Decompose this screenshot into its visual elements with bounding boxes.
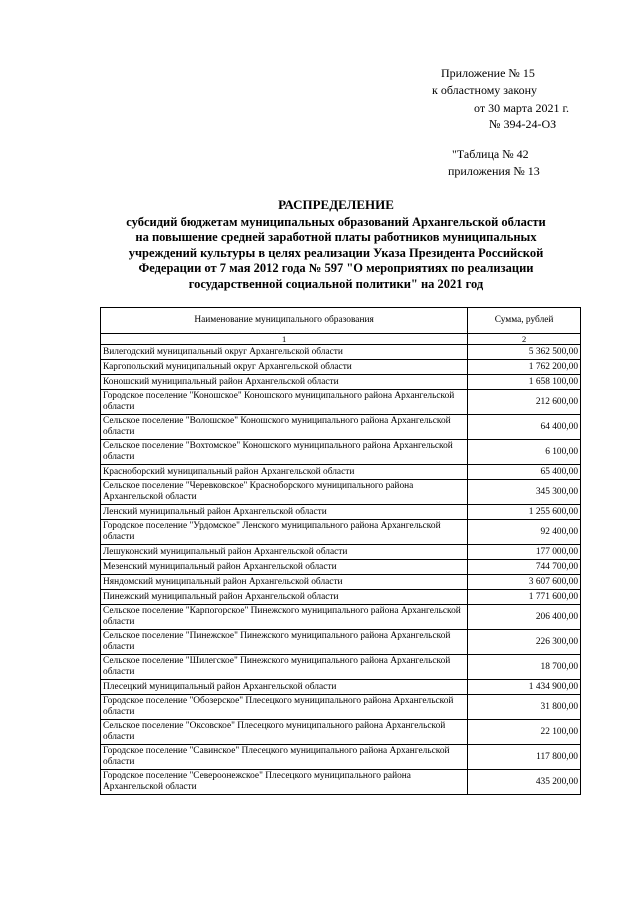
table-row — [101, 520, 581, 545]
row-name: Плесецкий муниципальный район Архангельской области — [101, 680, 468, 695]
title-line: на повышение средней заработной платы работников муниципальных — [135, 230, 537, 244]
row-amount: 22 100,00 — [468, 720, 581, 745]
row-name: Лешуконский муниципальный район Архангельской области — [101, 545, 468, 560]
column-number: 2 — [468, 334, 581, 345]
row-name: Сельское поселение "Вохтомское" Коношского муниципального района Архангельской области — [101, 440, 468, 465]
row-name: Коношский муниципальный район Архангельской области — [101, 375, 468, 390]
row-amount: 64 400,00 — [468, 415, 581, 440]
row-amount: 435 200,00 — [468, 770, 581, 795]
table-row — [101, 630, 581, 655]
table-row — [101, 360, 581, 375]
row-name: Сельское поселение "Пинежское" Пинежского муниципального района Архангельской области — [101, 630, 468, 655]
row-name: Сельское поселение "Черевковское" Красноборского муниципального района Архангельской области — [101, 480, 468, 505]
table-row — [101, 605, 581, 630]
row-amount: 3 607 600,00 — [468, 575, 581, 590]
row-amount: 226 300,00 — [468, 630, 581, 655]
row-amount: 117 800,00 — [468, 745, 581, 770]
row-amount: 1 434 900,00 — [468, 680, 581, 695]
row-amount: 177 000,00 — [468, 545, 581, 560]
row-amount: 31 800,00 — [468, 695, 581, 720]
row-amount: 212 600,00 — [468, 390, 581, 415]
row-amount: 1 658 100,00 — [468, 375, 581, 390]
title-line: субсидий бюджетам муниципальных образований Архангельской области — [126, 214, 546, 229]
row-amount: 1 771 600,00 — [468, 590, 581, 605]
date-line: от 30 марта 2021 г. — [474, 101, 570, 115]
row-name: Вилегодский муниципальный округ Архангельской области — [101, 345, 468, 360]
header-name: Наименование муниципального образования — [101, 308, 468, 334]
table-row — [101, 545, 581, 560]
header-amount: Сумма, рублей — [468, 308, 581, 334]
table-row — [101, 655, 581, 680]
row-name: Городское поселение "Коношское" Коношского муниципального района Архангельской области — [101, 390, 468, 415]
table-row — [101, 680, 581, 695]
table-row — [101, 560, 581, 575]
row-name: Городское поселение "Урдомское" Ленского муниципального района Архангельской области — [101, 520, 468, 545]
row-name: Красноборский муниципальный район Архангельской области — [101, 465, 468, 480]
table-row — [101, 345, 581, 360]
row-amount: 65 400,00 — [468, 465, 581, 480]
row-name: Сельское поселение "Шилегское" Пинежского муниципального района Архангельской области — [101, 655, 468, 680]
table-row — [101, 415, 581, 440]
row-amount: 1 255 600,00 — [468, 505, 581, 520]
row-amount: 5 362 500,00 — [468, 345, 581, 360]
row-name: Городское поселение "Савинское" Плесецкого муниципального района Архангельской области — [101, 745, 468, 770]
row-amount: 6 100,00 — [468, 440, 581, 465]
row-name: Городское поселение "Североонежское" Плесецкого муниципального района Архангельской области — [101, 770, 468, 795]
row-amount: 92 400,00 — [468, 520, 581, 545]
row-amount: 744 700,00 — [468, 560, 581, 575]
title-main: РАСПРЕДЕЛЕНИЕ — [278, 197, 394, 212]
table-row — [101, 575, 581, 590]
row-amount: 206 400,00 — [468, 605, 581, 630]
row-name: Мезенский муниципальный район Архангельской области — [101, 560, 468, 575]
row-amount: 1 762 200,00 — [468, 360, 581, 375]
table-row — [101, 720, 581, 745]
row-name: Каргопольский муниципальный округ Архангельской области — [101, 360, 468, 375]
row-amount: 345 300,00 — [468, 480, 581, 505]
row-name: Сельское поселение "Карпогорское" Пинежского муниципального района Архангельской области — [101, 605, 468, 630]
table-row — [101, 505, 581, 520]
table-row — [101, 375, 581, 390]
table-row — [101, 770, 581, 795]
document-title — [96, 197, 576, 292]
appendix-line2: к областному закону — [432, 83, 538, 97]
row-name: Сельское поселение "Волошское" Коношского муниципального района Архангельской области — [101, 415, 468, 440]
row-name: Сельское поселение "Оксовское" Плесецкого муниципального района Архангельской области — [101, 720, 468, 745]
table-row — [101, 590, 581, 605]
column-number: 1 — [101, 334, 468, 345]
table-header-row — [101, 308, 581, 334]
law-number: № 394-24-ОЗ — [489, 117, 557, 131]
table-row — [101, 480, 581, 505]
row-name: Няндомский муниципальный район Архангельской области — [101, 575, 468, 590]
table-row — [101, 745, 581, 770]
column-number-row — [101, 334, 581, 345]
title-line: учреждений культуры в целях реализации Указа Президента Российской — [128, 245, 544, 260]
row-name: Ленский муниципальный район Архангельской области — [101, 505, 468, 520]
title-line: Федерации от 7 мая 2012 года № 597 "О мероприятиях по реализации — [138, 261, 534, 275]
table-ref-line2: приложения № 13 — [448, 164, 540, 178]
row-amount: 18 700,00 — [468, 655, 581, 680]
table-row — [101, 390, 581, 415]
table-row — [101, 440, 581, 465]
row-name: Пинежский муниципальный район Архангельской области — [101, 590, 468, 605]
table-ref-line1: "Таблица № 42 — [452, 147, 529, 161]
table-row — [101, 465, 581, 480]
table-row — [101, 695, 581, 720]
distribution-table — [100, 307, 581, 795]
title-line: государственной социальной политики" на 2021 год — [188, 276, 484, 291]
row-name: Городское поселение "Обозерское" Плесецкого муниципального района Архангельской области — [101, 695, 468, 720]
appendix-line1: Приложение № 15 — [441, 66, 535, 80]
